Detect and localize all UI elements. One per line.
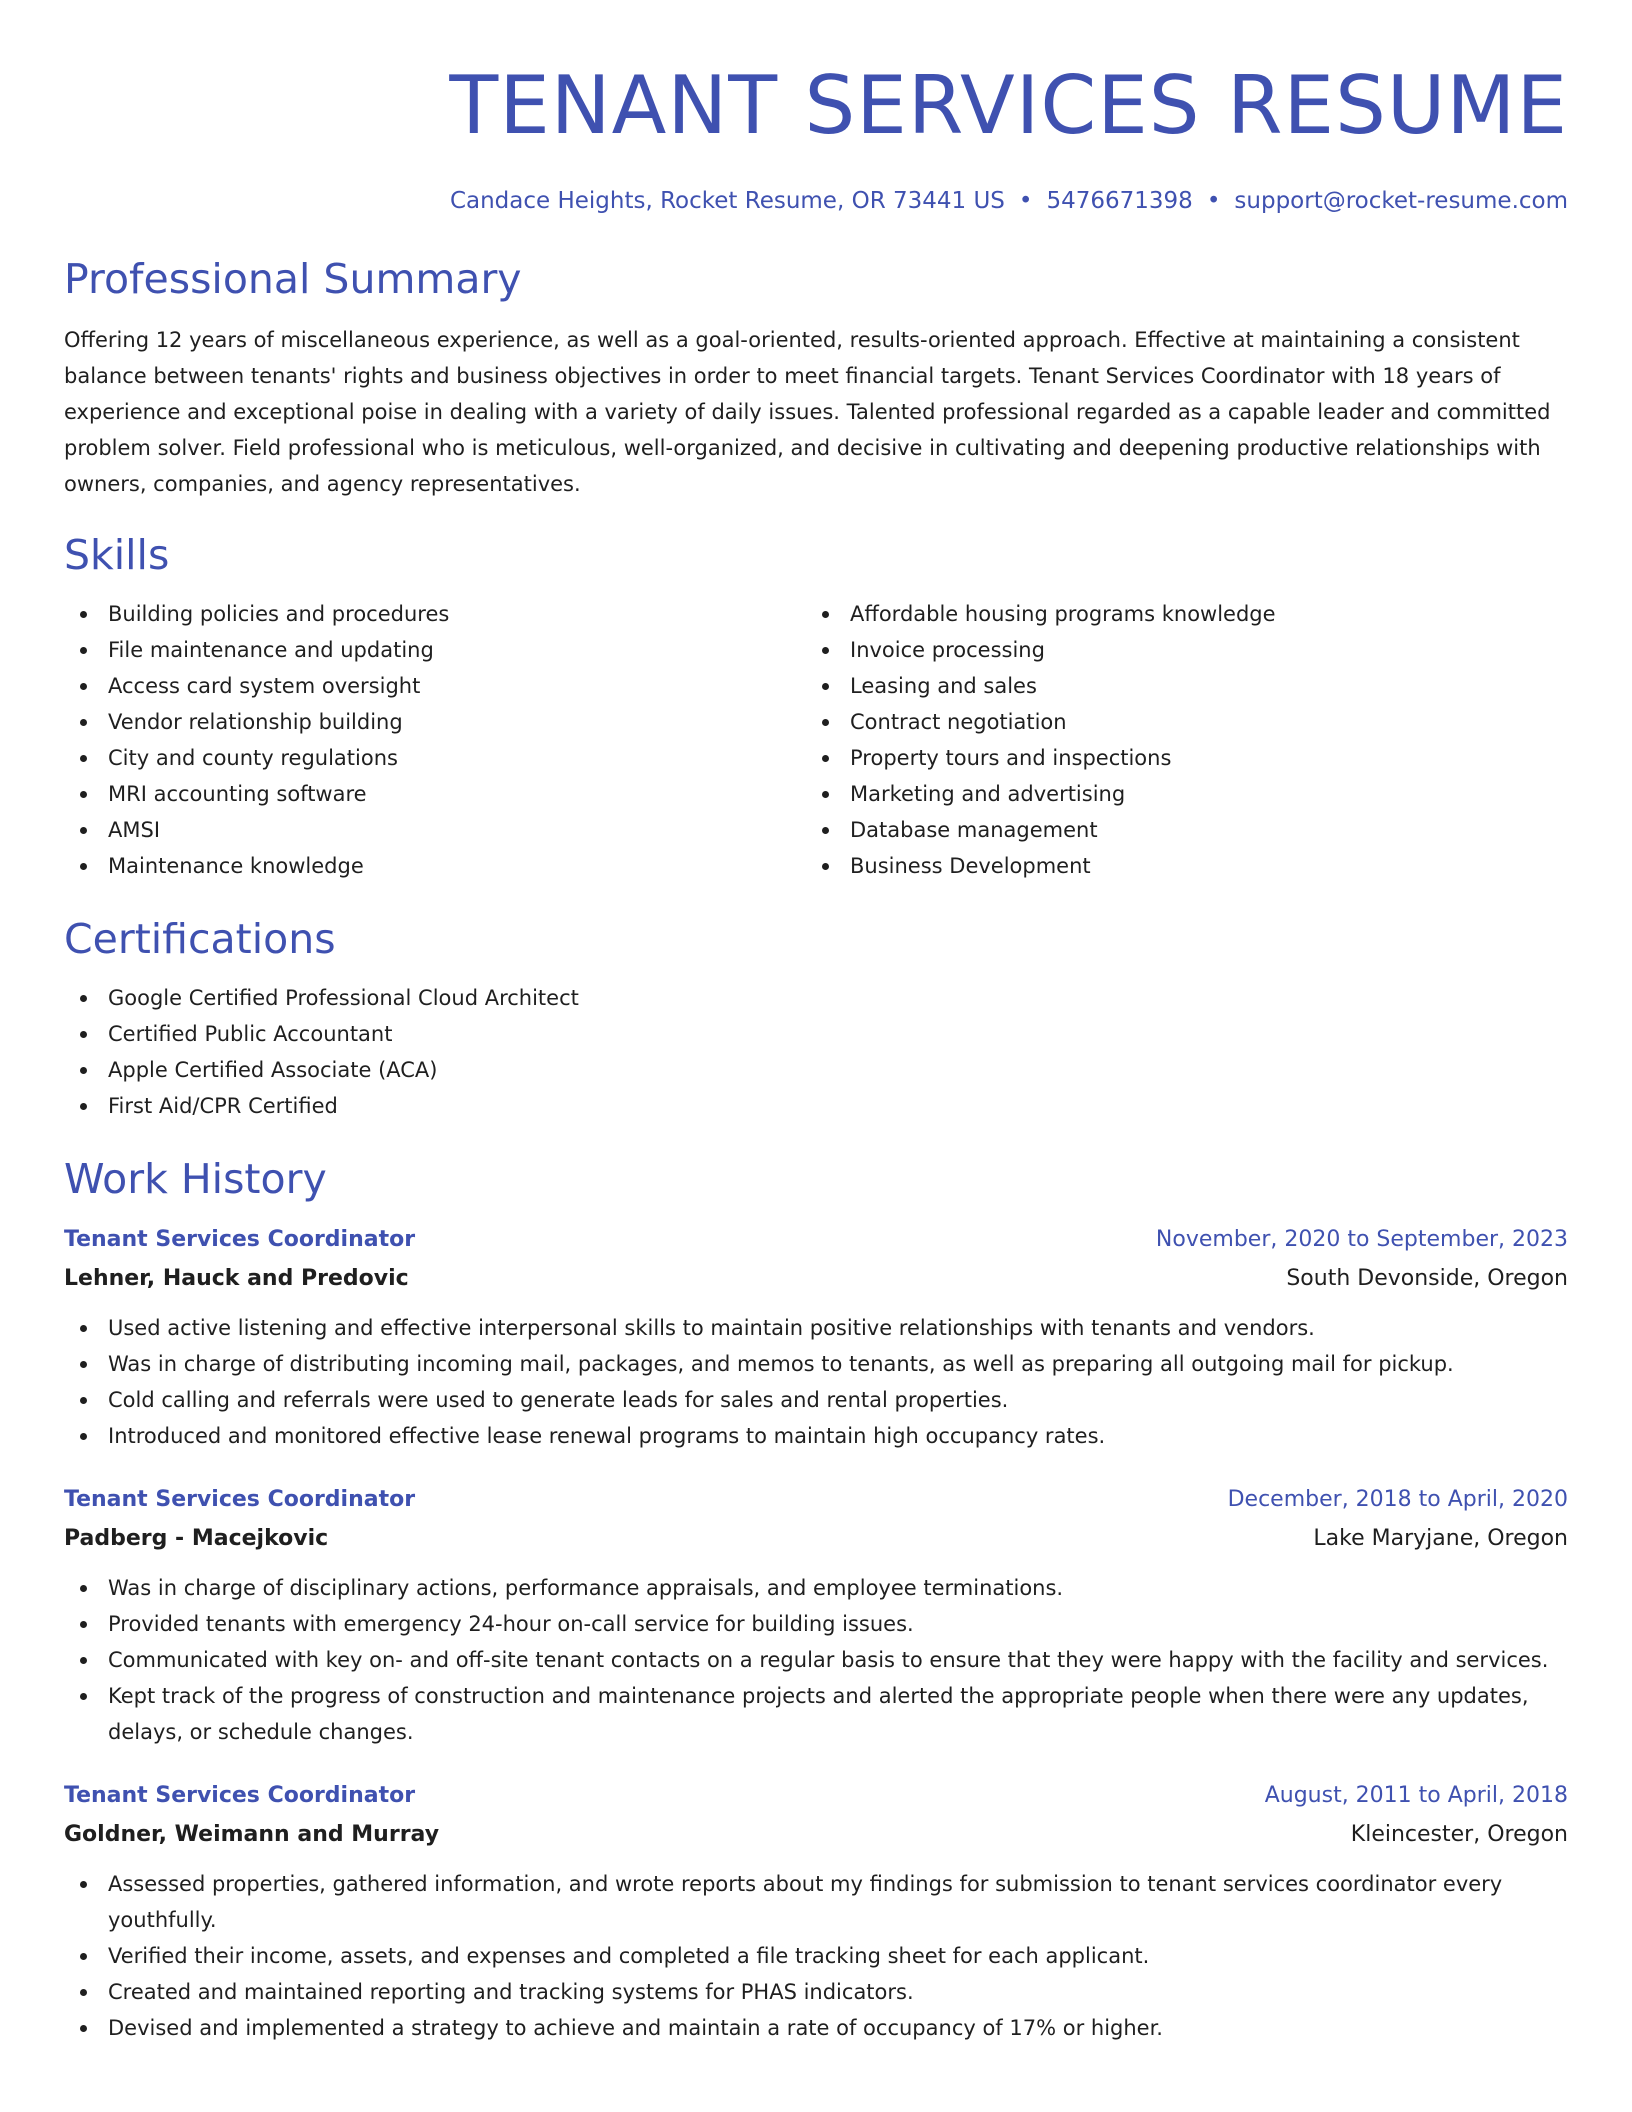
skill-item: Property tours and inspections bbox=[806, 740, 1548, 776]
job-location: Lake Maryjane, Oregon bbox=[1313, 1526, 1568, 1551]
job-bullets bbox=[64, 1866, 1568, 2046]
skill-item: Affordable housing programs knowledge bbox=[806, 596, 1548, 632]
job-bullet: Communicated with key on- and off-site tenant contacts on a regular basis to ensure that they were happy with the facility and services. bbox=[64, 1642, 1568, 1678]
job-header bbox=[64, 1220, 1568, 1260]
job-title: Tenant Services Coordinator bbox=[64, 1783, 416, 1808]
job-location: South Devonside, Oregon bbox=[1286, 1266, 1568, 1291]
skill-item: City and county regulations bbox=[64, 740, 806, 776]
job-header bbox=[64, 1776, 1568, 1816]
job-bullets bbox=[64, 1310, 1568, 1454]
job-dates: November, 2020 to September, 2023 bbox=[1155, 1227, 1568, 1252]
skill-item: Building policies and procedures bbox=[64, 596, 806, 632]
skill-item: MRI accounting software bbox=[64, 776, 806, 812]
certification-item: Apple Certified Associate (ACA) bbox=[64, 1052, 1568, 1088]
job-bullet: Created and maintained reporting and tracking systems for PHAS indicators. bbox=[64, 1974, 1568, 2010]
job-bullet: Was in charge of disciplinary actions, performance appraisals, and employee terminations. bbox=[64, 1570, 1568, 1606]
skill-item: Database management bbox=[806, 812, 1548, 848]
job-location: Kleincester, Oregon bbox=[1350, 1822, 1568, 1847]
job-bullet: Was in charge of distributing incoming mail, packages, and memos to tenants, as well as preparing all outgoing mail for pickup. bbox=[64, 1346, 1568, 1382]
job-bullet: Assessed properties, gathered information, and wrote reports about my findings for submission to tenant services coordinator every youthfully. bbox=[64, 1866, 1568, 1938]
job-bullet: Introduced and monitored effective lease renewal programs to maintain high occupancy rates. bbox=[64, 1418, 1568, 1454]
skills-heading: Skills bbox=[64, 531, 170, 579]
job-entry bbox=[64, 1776, 1568, 2046]
job-company: Goldner, Weimann and Murray bbox=[64, 1822, 440, 1847]
job-entry bbox=[64, 1480, 1568, 1750]
work-history-heading: Work History bbox=[64, 1155, 327, 1203]
resume-title: TENANT SERVICES RESUME bbox=[449, 59, 1568, 152]
job-company: Lehner, Hauck and Predovic bbox=[64, 1266, 409, 1291]
job-title: Tenant Services Coordinator bbox=[64, 1227, 416, 1252]
skill-item: Maintenance knowledge bbox=[64, 848, 806, 884]
job-subheader bbox=[64, 1520, 1568, 1558]
job-subheader bbox=[64, 1260, 1568, 1298]
skill-item: File maintenance and updating bbox=[64, 632, 806, 668]
skills-list bbox=[64, 596, 1568, 884]
job-entry bbox=[64, 1220, 1568, 1454]
job-bullet: Devised and implemented a strategy to achieve and maintain a rate of occupancy of 17% or higher. bbox=[64, 2010, 1568, 2046]
job-bullets bbox=[64, 1570, 1568, 1750]
skill-item: Leasing and sales bbox=[806, 668, 1548, 704]
skills-column-left bbox=[64, 596, 806, 884]
skill-item: Contract negotiation bbox=[806, 704, 1548, 740]
summary-text: Offering 12 years of miscellaneous experience, as well as a goal-oriented, results-oriented approach. Effective at maintaining a consistent balance between tenants' rights and business objectives in order to meet financial targets. Tenant Services Coordinator with 18 years of experience and exceptional poise in dealing with a variety of daily issues. Talented professional regarded as a capable leader and committed problem solver. Field professional who is meticulous, well-organized, and decisive in cultivating and deepening productive relationships with owners, companies, and agency representatives. bbox=[64, 328, 1551, 496]
skill-item: Business Development bbox=[806, 848, 1548, 884]
skills-column-right bbox=[806, 596, 1548, 884]
contact-line bbox=[64, 184, 1568, 218]
job-bullet: Provided tenants with emergency 24-hour on-call service for building issues. bbox=[64, 1606, 1568, 1642]
job-bullet: Cold calling and referrals were used to generate leads for sales and rental properties. bbox=[64, 1382, 1568, 1418]
skill-item: Access card system oversight bbox=[64, 668, 806, 704]
job-company: Padberg - Macejkovic bbox=[64, 1526, 329, 1551]
certification-item: Certified Public Accountant bbox=[64, 1016, 1568, 1052]
summary-heading: Professional Summary bbox=[64, 255, 522, 303]
job-subheader bbox=[64, 1816, 1568, 1854]
skill-item: AMSI bbox=[64, 812, 806, 848]
certification-item: Google Certified Professional Cloud Architect bbox=[64, 980, 1568, 1016]
job-bullet: Kept track of the progress of construction and maintenance projects and alerted the appropriate people when there were any updates, delays, or schedule changes. bbox=[64, 1678, 1568, 1750]
certifications-list bbox=[64, 980, 1568, 1124]
job-bullet: Verified their income, assets, and expenses and completed a file tracking sheet for each applicant. bbox=[64, 1938, 1568, 1974]
job-title: Tenant Services Coordinator bbox=[64, 1487, 416, 1512]
skill-item: Invoice processing bbox=[806, 632, 1548, 668]
contact-phone: 5476671398 bbox=[1046, 188, 1193, 214]
skill-item: Marketing and advertising bbox=[806, 776, 1548, 812]
job-dates: December, 2018 to April, 2020 bbox=[1227, 1487, 1568, 1512]
contact-separator: • bbox=[1206, 188, 1221, 214]
certifications-heading: Certifications bbox=[64, 915, 336, 963]
job-header bbox=[64, 1480, 1568, 1520]
job-bullet: Used active listening and effective interpersonal skills to maintain positive relationships with tenants and vendors. bbox=[64, 1310, 1568, 1346]
contact-address: Candace Heights, Rocket Resume, OR 73441 US bbox=[449, 188, 1005, 214]
skill-item: Vendor relationship building bbox=[64, 704, 806, 740]
contact-separator: • bbox=[1018, 188, 1033, 214]
job-dates: August, 2011 to April, 2018 bbox=[1264, 1783, 1568, 1808]
contact-email[interactable]: support@rocket-resume.com bbox=[1234, 188, 1568, 214]
certification-item: First Aid/CPR Certified bbox=[64, 1088, 1568, 1124]
